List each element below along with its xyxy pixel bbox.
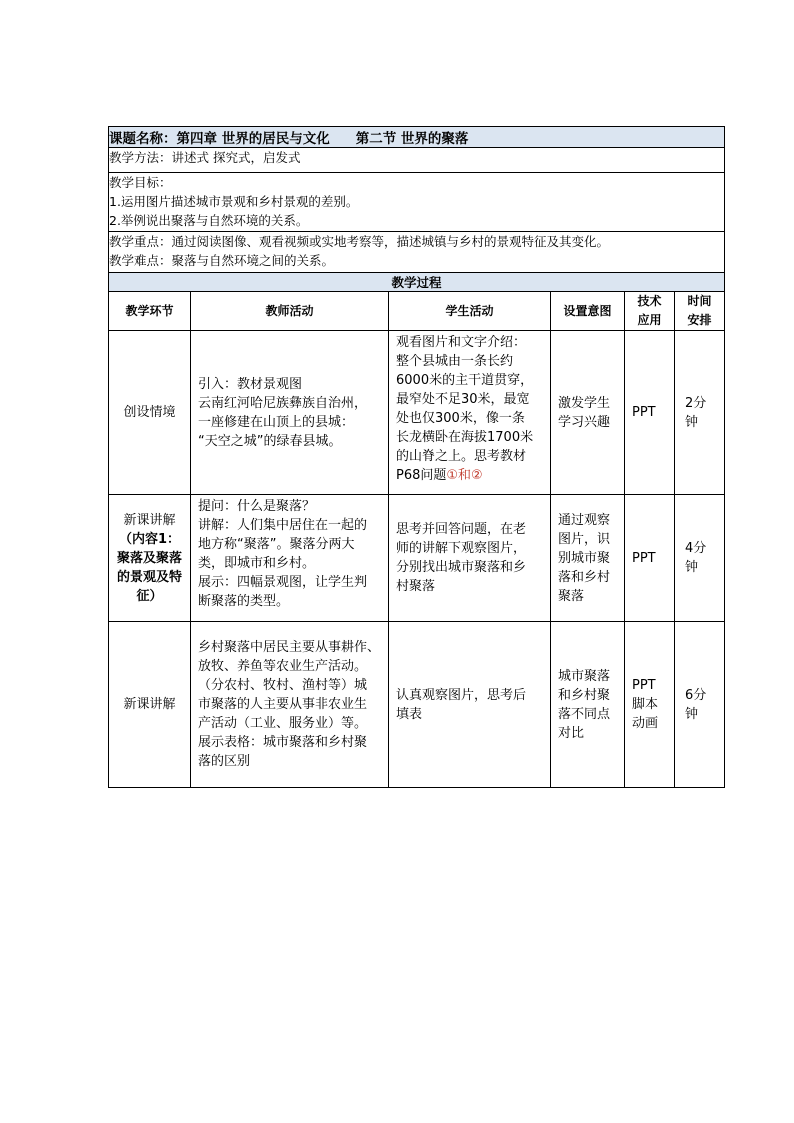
- lesson-plan: [108, 126, 724, 788]
- text-line: 落和乡村: [558, 569, 611, 585]
- section-title: 第二节 世界的聚落: [355, 131, 469, 147]
- text-line: 云南红河哈尼族彝族自治州，: [198, 395, 368, 411]
- text-line: 钟: [685, 706, 699, 722]
- tech-cell: [625, 331, 675, 495]
- student-activity: [389, 331, 551, 495]
- text-line: 地方称“聚落”。聚落分两大: [198, 537, 355, 552]
- teaching-difficulty: 教学难点：聚落与自然环境之间的关系。: [109, 253, 335, 268]
- text-line: 分别找出城市聚落和乡: [396, 560, 527, 575]
- process-header-row: [109, 273, 725, 292]
- stage-label: 新课讲解: [123, 512, 176, 528]
- goals-label: 教学目标：: [109, 175, 172, 190]
- time-cell: [675, 622, 725, 788]
- key-points: [109, 232, 725, 273]
- method-row: [109, 148, 725, 173]
- purpose-cell: [551, 331, 625, 495]
- text-line: （分农村、牧村、渔村等）城: [198, 678, 368, 693]
- text-line: 讲解：人们集中居住在一起的: [198, 518, 368, 533]
- text-line: PPT: [632, 678, 656, 693]
- text-line: 填表: [396, 706, 423, 722]
- text-line: 展示表格：城市聚落和乡村聚: [198, 735, 368, 750]
- teacher-activity: [191, 331, 389, 495]
- teaching-goals: [109, 173, 725, 232]
- time-cell: [675, 331, 725, 495]
- stage-cell: [109, 331, 191, 495]
- column-header: 设置意图: [551, 292, 625, 331]
- title-row: [109, 127, 725, 148]
- text-line: 脚本: [632, 697, 659, 712]
- text-line: 落不同点: [558, 706, 611, 722]
- teacher-activity: [191, 622, 389, 788]
- tech-cell: [625, 495, 675, 622]
- text-line: 观看图片和文字介绍：: [396, 335, 527, 350]
- text-line: 6000米的主干道贯穿，: [396, 373, 534, 388]
- stage-sub-label: （内容1：聚落及聚落的景观及特征）: [116, 531, 182, 604]
- text-line: 展示：四幅景观图，让学生判: [198, 575, 368, 590]
- tech-cell: [625, 622, 675, 788]
- text-line: 学习兴趣: [558, 414, 611, 430]
- lesson-plan-table: [108, 126, 725, 788]
- text-line: 放牧、养鱼等农业生产活动。: [198, 659, 368, 674]
- text-line: 断聚落的类型。: [198, 594, 290, 609]
- chapter-title: 课题名称：第四章 世界的居民与文化: [109, 131, 330, 147]
- stage-cell: [109, 495, 191, 622]
- time-cell: [675, 495, 725, 622]
- text-line: 6分: [685, 687, 707, 703]
- text-line: 城市聚落: [558, 668, 611, 684]
- text-line: 长龙横卧在海拔1700米: [396, 430, 534, 445]
- text-line: PPT: [632, 550, 656, 566]
- text-line: 对比: [558, 725, 585, 741]
- text-line: 钟: [685, 560, 699, 575]
- purpose-cell: [551, 495, 625, 622]
- text-line: 整个县城由一条长约: [396, 354, 514, 369]
- goal-item: 2.举例说出聚落与自然环境的关系。: [109, 213, 309, 228]
- process-row: [109, 331, 725, 495]
- goals-row: [109, 173, 725, 232]
- text-line: 一座修建在山顶上的县城：: [198, 414, 355, 430]
- lesson-title: [109, 127, 725, 148]
- text-line: PPT: [632, 405, 656, 420]
- purpose-cell: [551, 622, 625, 788]
- text-line: 最窄处不足30米，最宽: [396, 392, 530, 407]
- question-numbers: ①和②: [446, 468, 483, 483]
- text-line: [396, 466, 544, 485]
- text-line: 落的区别: [198, 754, 251, 769]
- text-line: 图片，识: [558, 531, 611, 547]
- question-ref: P68问题: [396, 468, 447, 483]
- column-header: 学生活动: [389, 292, 551, 331]
- key-points-row: [109, 232, 725, 273]
- text-line: 的山脊之上。思考教材: [396, 449, 527, 464]
- process-row: [109, 495, 725, 622]
- text-line: 产活动（工业、服务业）等。: [198, 716, 368, 731]
- teaching-method: 教学方法：讲述式 探究式，启发式: [109, 148, 725, 173]
- process-row: [109, 622, 725, 788]
- text-line: 处也仅300米，像一条: [396, 411, 525, 426]
- stage-cell: [109, 622, 191, 788]
- column-header-row: [109, 292, 725, 331]
- text-line: 村聚落: [396, 579, 436, 594]
- stage-label: 新课讲解: [123, 697, 176, 712]
- text-line: 乡村聚落中居民主要从事耕作、: [198, 640, 381, 655]
- text-line: 思考并回答问题，在老: [396, 522, 527, 537]
- text-line: 通过观察: [558, 512, 611, 528]
- teacher-activity: [191, 495, 389, 622]
- process-title: 教学过程: [109, 273, 725, 292]
- teaching-focus: 教学重点：通过阅读图像、观看视频或实地考察等，描述城镇与乡村的景观特征及其变化。: [109, 234, 610, 249]
- stage-label: 创设情境: [123, 405, 176, 420]
- text-line: 钟: [685, 414, 699, 430]
- column-header: 时间安排: [675, 292, 725, 331]
- text-line: 别城市聚: [558, 550, 611, 566]
- column-header: 教师活动: [191, 292, 389, 331]
- text-line: 4分: [685, 541, 707, 556]
- text-line: 市聚落的人主要从事非农业生: [198, 697, 368, 712]
- text-line: 激发学生: [558, 395, 611, 411]
- text-line: 聚落: [558, 588, 585, 604]
- student-activity: [389, 495, 551, 622]
- text-line: 和乡村聚: [558, 687, 611, 703]
- goal-item: 1.运用图片描述城市景观和乡村景观的差别。: [109, 194, 359, 209]
- text-line: 动画: [632, 716, 659, 731]
- text-line: 认真观察图片，思考后: [396, 687, 527, 703]
- text-line: 类，即城市和乡村。: [198, 556, 316, 571]
- column-header: 技术应用: [625, 292, 675, 331]
- text-line: 2分: [685, 395, 707, 411]
- column-header: 教学环节: [109, 292, 191, 331]
- text-line: “天空之城”的绿春县城。: [198, 433, 342, 449]
- text-line: 引入：教材景观图: [198, 376, 303, 392]
- text-line: 提问：什么是聚落？: [198, 499, 316, 514]
- text-line: 师的讲解下观察图片，: [396, 541, 527, 556]
- student-activity: [389, 622, 551, 788]
